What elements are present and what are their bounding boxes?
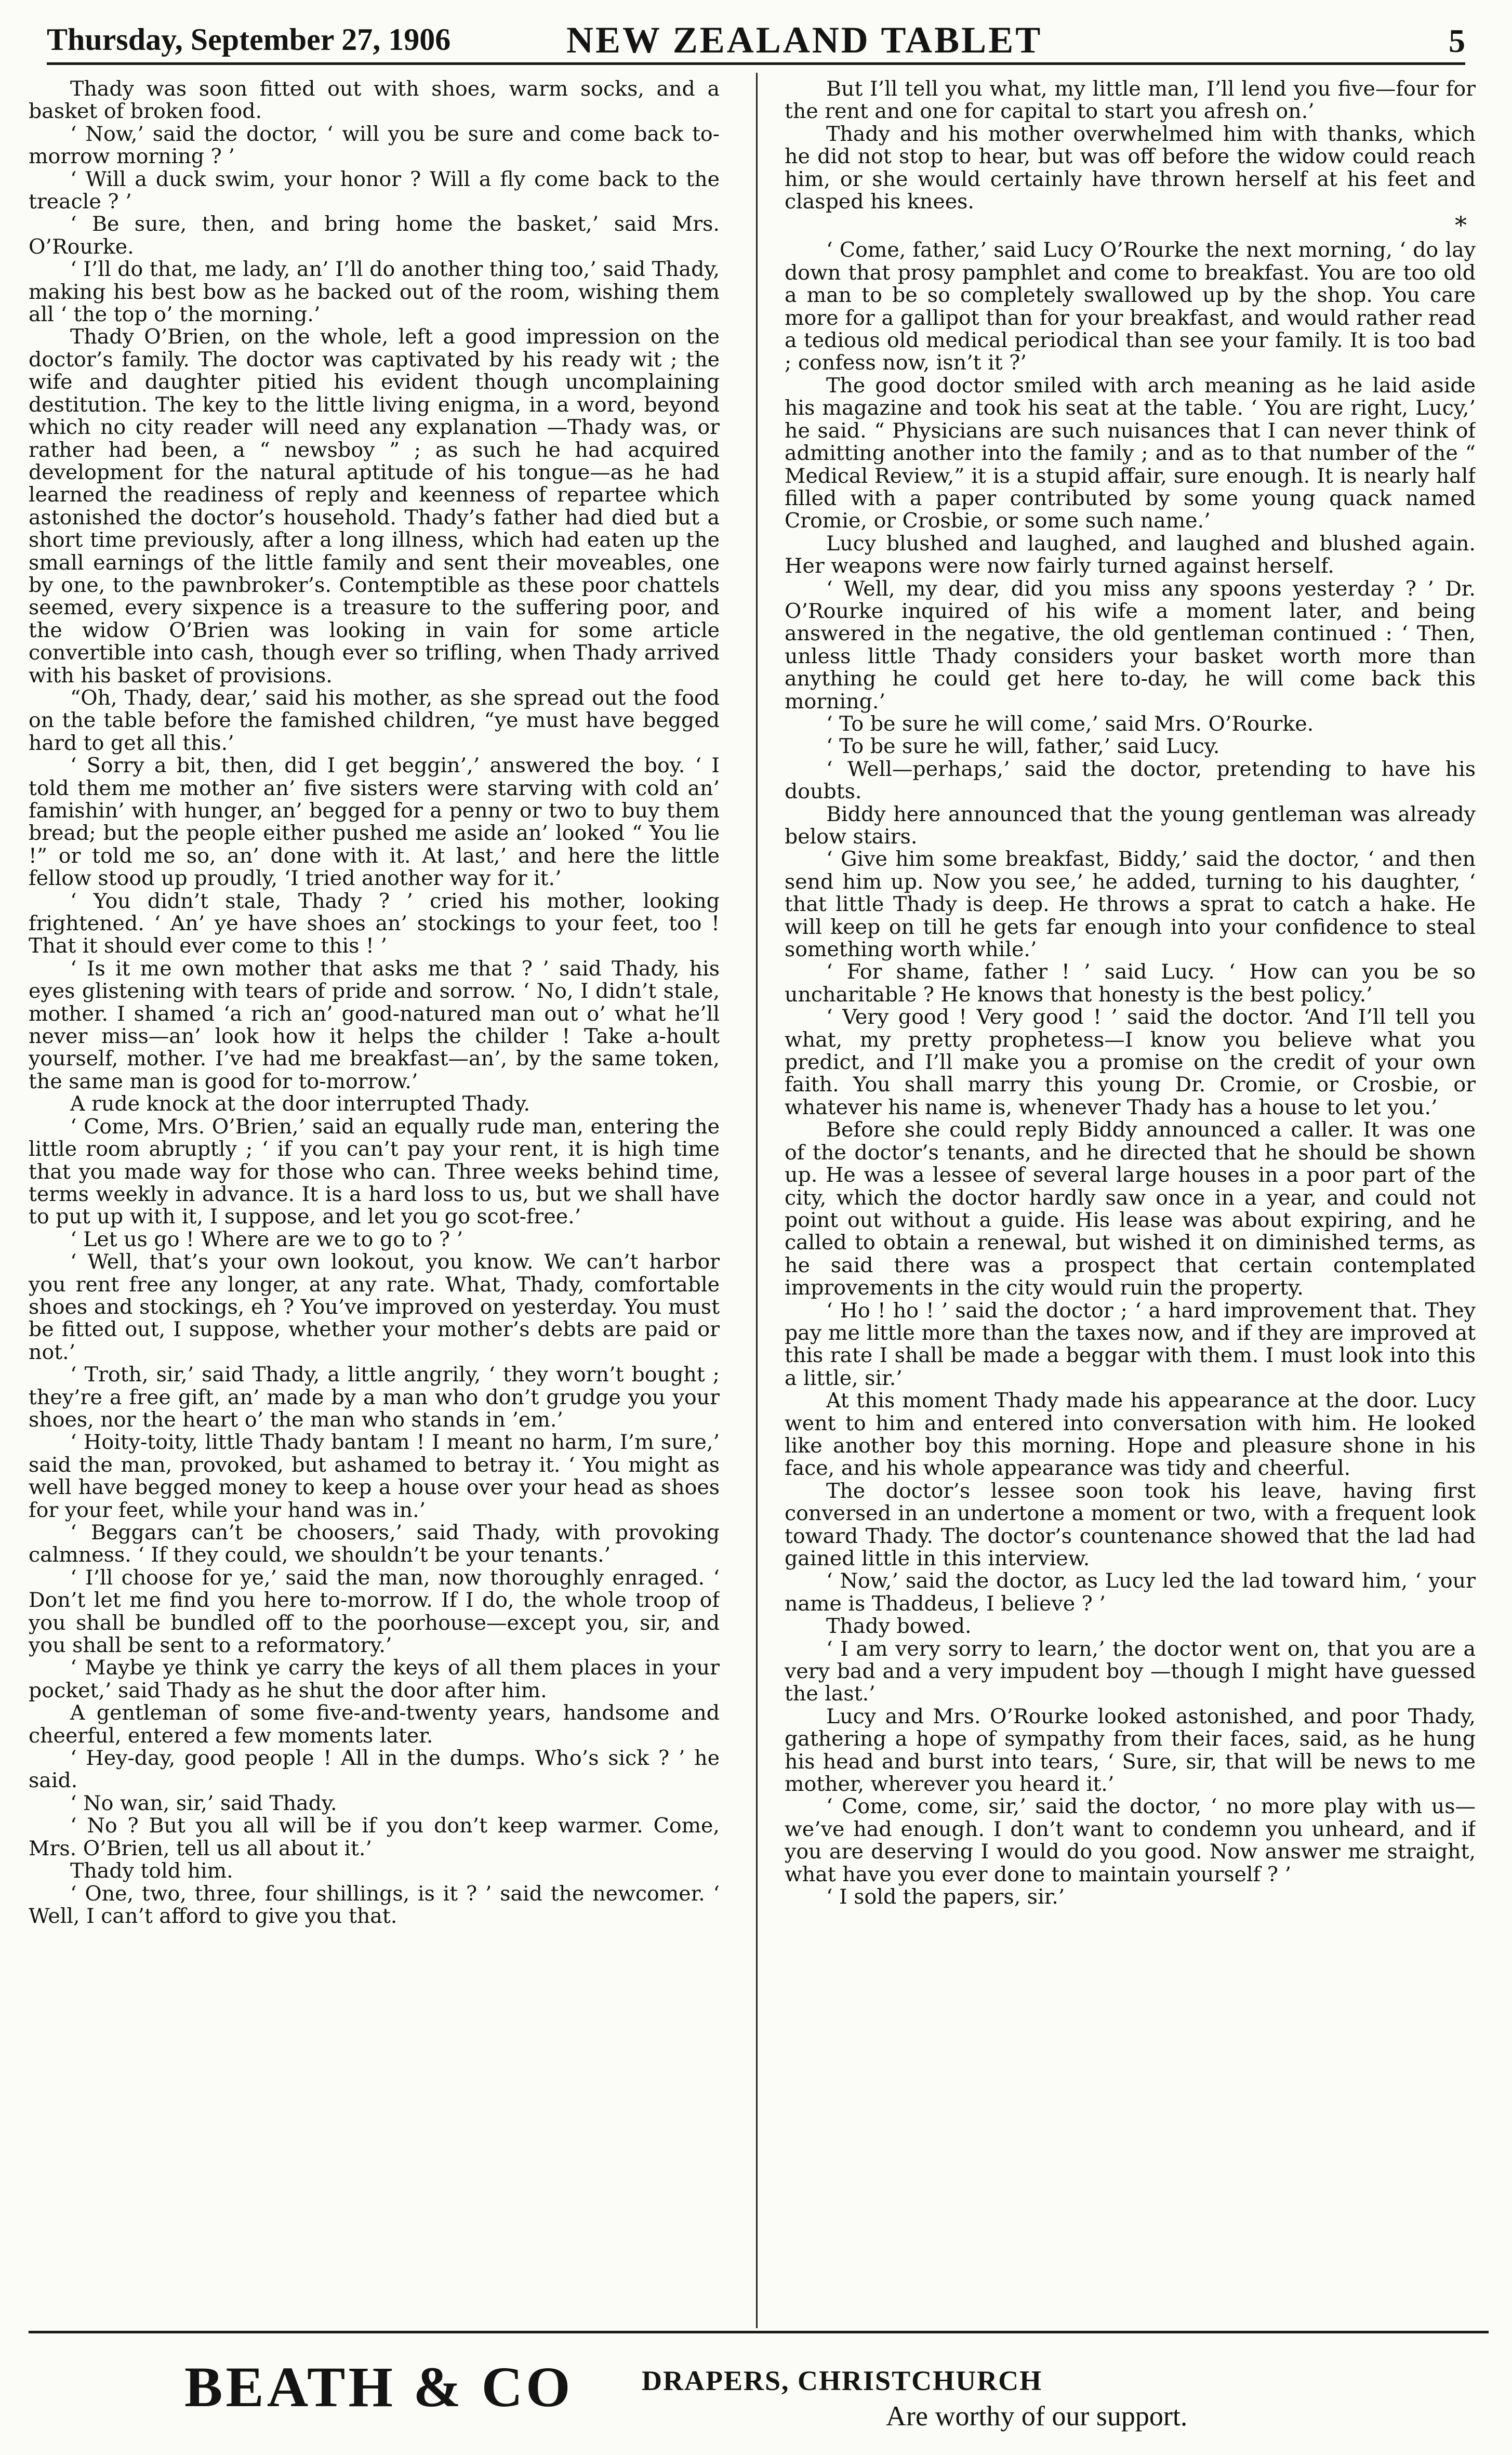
paragraph: ‘ You didn’t stale, Thady ? ’ cried his mother, looking frightened. ‘ An’ ye have shoes an’ stockings to your feet, too ! That it should ever come to this ! ’ bbox=[29, 889, 720, 958]
paragraph: ‘ Well, my dear, did you miss any spoons yesterday ? ’ Dr. O’Rourke inquired of his wife a moment later, and being answered in the negative, the old gentleman continued : ‘ Then, unless little Thady considers your basket worth more than anything he could get here to-day, he will come back this morning.’ bbox=[785, 576, 1476, 714]
paragraph: ‘ One, two, three, four shillings, is it ? ’ said the newcomer. ‘ Well, I can’t afford to give you that. bbox=[29, 1881, 720, 1928]
paragraph: ‘ Maybe ye think ye carry the keys of all them places in your pocket,’ said Thady as he shut the door after him. bbox=[29, 1656, 720, 1702]
paragraph: Thady was soon fitted out with shoes, warm socks, and a basket of broken food. bbox=[29, 78, 720, 124]
paragraph: ‘ No ? But you all will be if you don’t keep warmer. Come, Mrs. O’Brien, tell us all about it.’ bbox=[29, 1814, 720, 1860]
paragraph: Before she could reply Biddy announced a caller. It was one of the doctor’s tenants, and he directed that he should be shown up. He was a lessee of several large houses in a poor part of the city, which the doctor hardly saw once in a year, and could not point out without a guide. His lease was about expiring, and he called to obtain a renewal, but wished it on diminished terms, as he said there was a prospect that certain contemplated improvements in the city would ruin the property. bbox=[785, 1118, 1476, 1300]
advertiser-tagline: Are worthy of our support. bbox=[886, 2400, 1188, 2432]
paragraph: ‘ To be sure he will, father,’ said Lucy. bbox=[826, 734, 1220, 759]
paragraph: ‘ Be sure, then, and bring home the basket,’ said Mrs. O’Rourke. bbox=[29, 212, 720, 259]
paragraph: ‘ I’ll choose for ye,’ said the man, now thoroughly enraged. ‘ Don’t let me find you here to-morrow. If I do, the whole troop of you shall be bundled off to the poorhouse—except you, sir, and you shall be sent to a reformatory.’ bbox=[29, 1565, 720, 1658]
paragraph: ‘ Very good ! Very good ! ’ said the doctor. ‘And I’ll tell you what, my pretty prophetess—I know you believe what you predict, and I’ll make you a promise on the credit of your own faith. You shall marry this young Dr. Cromie, or Crosbie, or whatever his name is, whenever Thady has a house to let you.’ bbox=[785, 1005, 1476, 1119]
paragraph: ‘ Troth, sir,’ said Thady, a little angrily, ‘ they worn’t bought ; they’re a free gift, an’ made by a man who don’t grudge you your shoes, nor the heart o’ the man who stands in ’em.’ bbox=[29, 1363, 720, 1432]
paragraph: Thady told him. bbox=[70, 1859, 233, 1883]
paragraph: ‘ Give him some breakfast, Biddy,’ said the doctor, ‘ and then send him up. Now you see,’ he added, turning to his daughter, ‘ that little Thady is deep. He throws a sprat to catch a hake. He will keep on till he gets far enough into your confidence to steal something worth while.’ bbox=[785, 847, 1476, 962]
paragraph: “Oh, Thady, dear,’ said his mother, as she spread out the food on the table before the famished children, “ye must have begged hard to get all this.’ bbox=[29, 685, 720, 755]
paragraph: Thady and his mother overwhelmed him with thanks, which he did not stop to hear, but was off before the widow could reach him, or she would certainly have thrown herself at his feet and clasped his knees. bbox=[785, 122, 1476, 214]
right-column bbox=[785, 78, 1476, 2323]
advertiser-trade: DRAPERS, CHRISTCHURCH bbox=[642, 2365, 1043, 2396]
paragraph: Lucy blushed and laughed, and laughed and blushed again. Her weapons were now fairly turned against herself. bbox=[785, 531, 1476, 578]
paragraph: ‘ Come, come, sir,’ said the doctor, ‘ no more play with us—we’ve had enough. I don’t want to condemn you unheard, and if you are deserving I would do you good. Now answer me straight, what have you ever done to maintain yourself ? ’ bbox=[785, 1794, 1476, 1886]
paragraph: ‘ Well, that’s your own lookout, you know. We can’t harbor you rent free any longer, at any rate. What, Thady, comfortable shoes and stockings, eh ? You’ve improved on yesterday. You must be fitted out, I suppose, whether your mother’s debts are paid or not.’ bbox=[29, 1250, 720, 1364]
paragraph: ‘ I am very sorry to learn,’ the doctor went on, that you are a very bad and a very impudent boy —though I might have guessed the last.’ bbox=[785, 1636, 1476, 1706]
paragraph: ‘ Now,’ said the doctor, ‘ will you be sure and come back to-morrow morning ? ’ bbox=[29, 122, 720, 169]
section-separator bbox=[785, 213, 1476, 239]
paragraph: Thady O’Brien, on the whole, left a good impression on the doctor’s family. The doctor was captivated by his ready wit ; the wife and daughter pitied his evident though uncomplaining destitution. The key to the little living enigma, in a word, beyond which no city reader will need any explanation —Thady was, or rather had been, a “ newsboy ” ; as such he had acquired development for the natural aptitude of his tongue—as he had learned the readiness of reply and keenness of repartee which astonished the doctor’s household. Thady’s father had died but a short time previously, after a long illness, which had eaten up the small earnings of the little family and sent their moveables, one by one, to the pawnbroker’s. Contemptible as these poor chattels seemed, every sixpence is a treasure to the suffering poor, and the widow O’Brien was looking in vain for some article convertible into cash, though ever so trifling, when Thady arrived with his basket of provisions. bbox=[29, 325, 720, 688]
paragraph: ‘ Come, Mrs. O’Brien,’ said an equally rude man, entering the little room abruptly ; ‘ if you can’t pay your rent, it is high time that you made way for those who can. Three weeks behind time, terms weekly in advance. It is a hard loss to us, but we shall have to put up with it, I suppose, and let you go scot-free.’ bbox=[29, 1114, 720, 1229]
paragraph: ‘ Come, father,’ said Lucy O’Rourke the next morning, ‘ do lay down that prosy pamphlet and come to breakfast. You are too old a man to be so completely swallowed up by the shop. You care more for a gallipot than for your breakfast, and would rather read a tedious old medical periodical than see your family. It is too bad ; confess now, isn’t it ?’ bbox=[785, 238, 1476, 375]
page-header bbox=[47, 15, 1465, 65]
paragraph: ‘ To be sure he will come,’ said Mrs. O’Rourke. bbox=[826, 711, 1314, 736]
column-rule bbox=[756, 73, 758, 2328]
left-column bbox=[29, 78, 720, 2323]
paragraph: ‘ For shame, father ! ’ said Lucy. ‘ How can you be so uncharitable ? He knows that honesty is the best policy.’ bbox=[785, 960, 1476, 1007]
paragraph: ‘ No wan, sir,’ said Thady. bbox=[70, 1791, 337, 1815]
separator-asterisk: * bbox=[1455, 211, 1467, 240]
paragraph: A rude knock at the door interrupted Thady. bbox=[70, 1092, 530, 1116]
issue-date: Thursday, September 27, 1906 bbox=[47, 22, 451, 57]
page-number: 5 bbox=[1449, 22, 1465, 59]
paragraph: Lucy and Mrs. O’Rourke looked astonished, and poor Thady, gathering a hope of sympathy from their faces, said, as he hung his head and burst into tears, ‘ Sure, sir, that will be news to me mother, wherever you heard it.’ bbox=[785, 1704, 1476, 1797]
paragraph: ‘ Hey-day, good people ! All in the dumps. Who’s sick ? ’ he said. bbox=[29, 1746, 720, 1793]
paragraph: ‘ Well—perhaps,’ said the doctor, pretending to have his doubts. bbox=[785, 757, 1476, 804]
paragraph: The doctor’s lessee soon took his leave, having first conversed in an undertone a moment or two, with a frequent look toward Thady. The doctor’s countenance showed that the lad had gained little in this interview. bbox=[785, 1479, 1476, 1570]
paragraph: ‘ I’ll do that, me lady, an’ I’ll do another thing too,’ said Thady, making his best bow as he backed out of the room, wishing them all ‘ the top o’ the morning.’ bbox=[29, 257, 720, 327]
paragraph: But I’ll tell you what, my little man, I’ll lend you five—four for the rent and one for capital to start you afresh on.’ bbox=[785, 78, 1476, 124]
paragraph: ‘ I sold the papers, sir.’ bbox=[826, 1885, 1065, 1909]
advertiser-name: BEATH & CO bbox=[184, 2355, 574, 2419]
paragraph: ‘ Now,’ said the doctor, as Lucy led the lad toward him, ‘ your name is Thaddeus, I believe ? ’ bbox=[785, 1569, 1476, 1616]
paragraph: ‘ Hoity-toity, little Thady bantam ! I meant no harm, I’m sure,’ said the man, provoked, but ashamed to betray it. ‘ You might as well have begged money to keep a house over your head as shoes for your feet, while your hand was in.’ bbox=[29, 1430, 720, 1522]
paragraph: ‘ Beggars can’t be choosers,’ said Thady, with provoking calmness. ‘ If they could, we shouldn’t be your tenants.’ bbox=[29, 1521, 720, 1567]
paragraph: Thady bowed. bbox=[826, 1614, 972, 1639]
paragraph: The good doctor smiled with arch meaning as he laid aside his magazine and took his seat at the table. ‘ You are right, Lucy,’ he said. “ Physicians are such nuisances that I can never think of admitting another into the family ; and as to that number of the “ Medical Review,” it is a stupid affair, sure enough. It is nearly half filled with a paper contributed by some young quack named Cromie, or Crosbie, or some such name.’ bbox=[785, 373, 1476, 533]
paragraph: ‘ Is it me own mother that asks me that ? ’ said Thady, his eyes glistening with tears of pride and sorrow. ‘ No, I didn’t stale, mother. I shamed ‘a rich an’ good-natured man out o’ what he’ll never miss—an’ look how it helps the childer ! Take a-hoult yourself, mother. I’ve had me breakfast—an’, by the same token, the same man is good for to-morrow.’ bbox=[29, 956, 720, 1093]
paragraph: ‘ Let us go ! Where are we to go to ? ’ bbox=[70, 1227, 463, 1251]
paragraph: At this moment Thady made his appearance at the door. Lucy went to him and entered into conversation with him. He looked like another boy this morning. Hope and pleasure shone in his face, and his whole appearance was tidy and cheerful. bbox=[785, 1389, 1476, 1481]
paragraph: ‘ Will a duck swim, your honor ? Will a fly come back to the treacle ? ’ bbox=[29, 167, 720, 214]
paragraph: Biddy here announced that the young gentleman was already below stairs. bbox=[785, 802, 1476, 849]
paragraph: ‘ Sorry a bit, then, did I get beggin’,’ answered the boy. ‘ I told them me mother an’ five sisters were starving with cold an’ famishin’ with hunger, an’ begged for a penny or two to buy them bread; but the people either pushed me aside an’ looked “ You lie !” or told me so, an’ done with it. At last,’ and here the little fellow stood up proudly, ‘I tried another way for it.’ bbox=[29, 754, 720, 891]
advertisement-footer bbox=[29, 2331, 1489, 2448]
paragraph: ‘ Ho ! ho ! ’ said the doctor ; ‘ a hard improvement that. They pay me little more than the taxes now, and if they are improved at this rate I shall be made a beggar with them. I must look into this a little, sir.’ bbox=[785, 1298, 1476, 1390]
paragraph: A gentleman of some five-and-twenty years, handsome and cheerful, entered a few moments later. bbox=[29, 1701, 720, 1748]
masthead-title: NEW ZEALAND TABLET bbox=[566, 19, 1043, 61]
